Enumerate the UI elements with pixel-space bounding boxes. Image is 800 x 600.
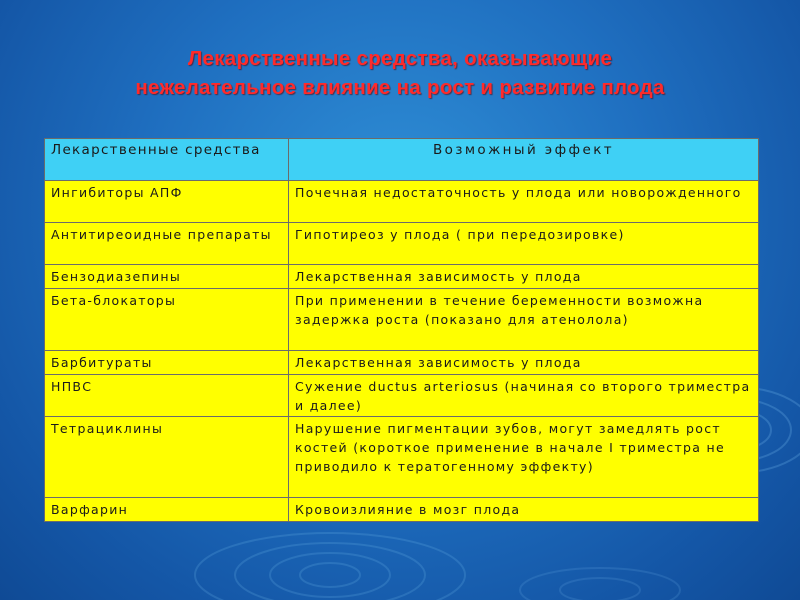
table-row: [45, 417, 759, 498]
drug-cell: Ингибиторы АПФ: [45, 181, 289, 223]
effect-cell: Лекарственная зависимость у плода: [289, 351, 759, 375]
slide-title: [20, 44, 780, 102]
effect-cell: Кровоизлияние в мозг плода: [289, 498, 759, 522]
effect-cell: Сужение ductus arteriosus (начиная со второго триместра и далее): [289, 375, 759, 417]
drug-effects-table: [44, 138, 759, 522]
drug-cell: НПВС: [45, 375, 289, 417]
effect-cell: При применении в течение беременности возможна задержка роста (показано для атенолола): [289, 289, 759, 351]
table-row: [45, 351, 759, 375]
table-row: [45, 498, 759, 522]
header-drugs: Лекарственные средства: [45, 139, 289, 181]
drug-cell: Тетрациклины: [45, 417, 289, 498]
drug-cell: Бензодиазепины: [45, 265, 289, 289]
effect-cell: Гипотиреоз у плода ( при передозировке): [289, 223, 759, 265]
drug-cell: Бета-блокаторы: [45, 289, 289, 351]
table-row: [45, 265, 759, 289]
drug-cell: Варфарин: [45, 498, 289, 522]
slide-title-line-2: нежелательное влияние на рост и развитие плода: [135, 76, 665, 99]
header-effect: Возможный эффект: [289, 139, 759, 181]
effect-cell: Почечная недостаточность у плода или новорожденного: [289, 181, 759, 223]
table-header-row: [45, 139, 759, 181]
table-row: [45, 223, 759, 265]
table-row: [45, 289, 759, 351]
table-row: [45, 375, 759, 417]
table-row: [45, 181, 759, 223]
effect-cell: Нарушение пигментации зубов, могут замедлять рост костей (короткое применение в начале I триместра не приводило к тератогенному эффекту): [289, 417, 759, 498]
slide-title-line-1: Лекарственные средства, оказывающие: [187, 47, 613, 70]
drug-cell: Антитиреоидные препараты: [45, 223, 289, 265]
effect-cell: Лекарственная зависимость у плода: [289, 265, 759, 289]
drug-cell: Барбитураты: [45, 351, 289, 375]
